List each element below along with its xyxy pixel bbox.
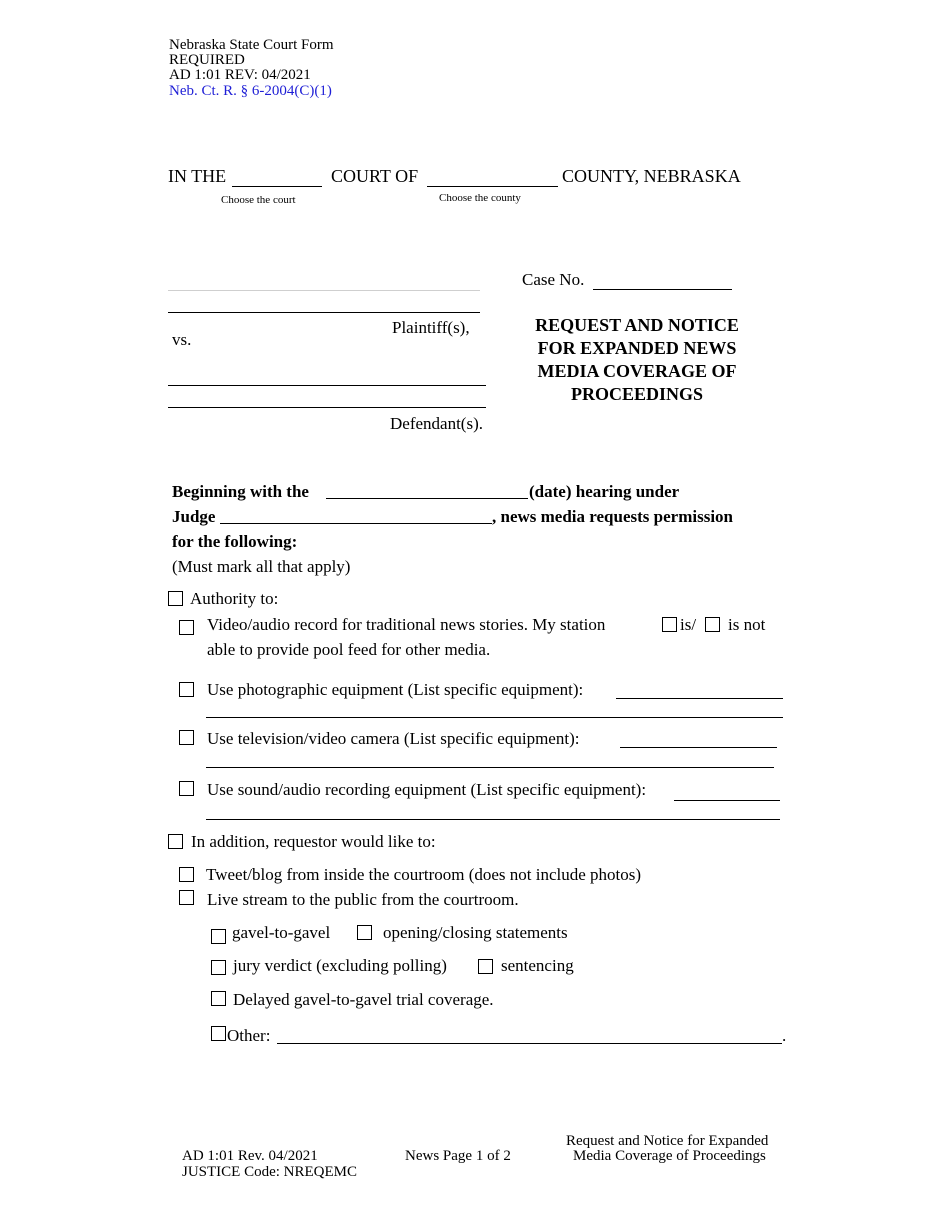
form-header-line-1: Nebraska State Court Form — [169, 37, 334, 53]
defendant-name-field[interactable] — [168, 385, 486, 386]
other-period: . — [782, 1026, 787, 1045]
court-name-field[interactable] — [232, 186, 322, 187]
sentencing-checkbox[interactable] — [478, 959, 493, 974]
footer-title-line-2: Media Coverage of Proceedings — [573, 1148, 766, 1164]
television-checkbox[interactable] — [179, 730, 194, 745]
in-the-label: IN THE — [168, 166, 227, 186]
form-title-line-2: FOR EXPANDED NEWS — [537, 338, 737, 358]
video-audio-checkbox[interactable] — [179, 620, 194, 635]
form-header-line-3: AD 1:01 REV: 04/2021 — [169, 67, 311, 83]
form-title-line-1: REQUEST AND NOTICE — [535, 315, 739, 335]
sound-equipment-field-2[interactable] — [206, 819, 780, 820]
court-hint: Choose the court — [221, 194, 296, 206]
defendant-name-field-2[interactable] — [168, 407, 486, 408]
in-addition-label: In addition, requestor would like to: — [191, 832, 436, 851]
in-addition-checkbox[interactable] — [168, 834, 183, 849]
opening-closing-checkbox[interactable] — [357, 925, 372, 940]
news-media-requests-label: , news media requests permission — [492, 507, 733, 526]
gavel-to-gavel-label: gavel-to-gavel — [232, 923, 331, 942]
station-is-label: is/ — [680, 615, 697, 634]
tweet-blog-checkbox[interactable] — [179, 867, 194, 882]
other-label: Other: — [227, 1026, 271, 1045]
county-nebraska-label: COUNTY, NEBRASKA — [562, 166, 741, 186]
station-is-not-label: is not — [728, 615, 766, 634]
county-hint: Choose the county — [439, 192, 521, 204]
case-no-label: Case No. — [522, 270, 585, 289]
photographic-equipment-field[interactable] — [616, 698, 783, 699]
county-name-field[interactable] — [427, 186, 558, 187]
plaintiff-guide-line — [168, 290, 480, 291]
court-of-label: COURT OF — [331, 166, 419, 186]
case-number-field[interactable] — [593, 289, 732, 290]
delayed-coverage-label: Delayed gavel-to-gavel trial coverage. — [233, 990, 494, 1009]
video-audio-label: Video/audio record for traditional news stories. My station — [207, 615, 606, 634]
footer-title-line-1: Request and Notice for Expanded — [566, 1133, 769, 1149]
footer-justice-code: JUSTICE Code: NREQEMC — [182, 1164, 358, 1180]
pool-feed-label: able to provide pool feed for other media. — [207, 640, 491, 659]
judge-label: Judge — [172, 507, 216, 526]
opening-closing-label: opening/closing statements — [383, 923, 568, 942]
form-header-line-2: REQUIRED — [169, 52, 245, 68]
photographic-equipment-field-2[interactable] — [206, 717, 783, 718]
television-equipment-field[interactable] — [620, 747, 777, 748]
sound-recording-checkbox[interactable] — [179, 781, 194, 796]
television-equipment-field-2[interactable] — [206, 767, 774, 768]
vs-label: vs. — [172, 330, 192, 349]
footer-page-number: News Page 1 of 2 — [405, 1148, 511, 1164]
plaintiff-label: Plaintiff(s), — [392, 318, 470, 337]
photographic-label: Use photographic equipment (List specific equipment): — [207, 680, 584, 699]
plaintiff-name-field[interactable] — [168, 312, 480, 313]
other-checkbox[interactable] — [211, 1026, 226, 1041]
sound-recording-label: Use sound/audio recording equipment (List specific equipment): — [207, 780, 647, 799]
jury-verdict-checkbox[interactable] — [211, 960, 226, 975]
live-stream-checkbox[interactable] — [179, 890, 194, 905]
form-title-line-3: MEDIA COVERAGE OF — [537, 361, 737, 381]
live-stream-label: Live stream to the public from the courtroom. — [207, 890, 519, 909]
for-the-following-label: for the following: — [172, 532, 298, 551]
station-is-checkbox[interactable] — [662, 617, 677, 632]
other-description-field[interactable] — [277, 1043, 782, 1044]
rule-reference-link[interactable]: Neb. Ct. R. § 6-2004(C)(1) — [169, 83, 332, 99]
defendant-label: Defendant(s). — [390, 414, 483, 433]
form-title — [506, 314, 768, 406]
tweet-blog-label: Tweet/blog from inside the courtroom (does not include photos) — [206, 865, 642, 884]
delayed-coverage-checkbox[interactable] — [211, 991, 226, 1006]
sound-equipment-field[interactable] — [674, 800, 780, 801]
sentencing-label: sentencing — [501, 956, 574, 975]
authority-checkbox[interactable] — [168, 591, 183, 606]
photographic-checkbox[interactable] — [179, 682, 194, 697]
jury-verdict-label: jury verdict (excluding polling) — [233, 956, 447, 975]
footer-form-code: AD 1:01 Rev. 04/2021 — [182, 1148, 318, 1164]
beginning-with-label: Beginning with the — [172, 482, 309, 501]
television-label: Use television/video camera (List specific equipment): — [207, 729, 580, 748]
form-title-line-4: PROCEEDINGS — [570, 384, 704, 404]
station-is-not-checkbox[interactable] — [705, 617, 720, 632]
gavel-to-gavel-checkbox[interactable] — [211, 929, 226, 944]
authority-label: Authority to: — [190, 589, 279, 608]
date-hearing-label: (date) hearing under — [529, 482, 680, 501]
hearing-date-field[interactable] — [326, 498, 528, 499]
judge-name-field[interactable] — [220, 523, 492, 524]
must-mark-note: (Must mark all that apply) — [172, 557, 351, 576]
